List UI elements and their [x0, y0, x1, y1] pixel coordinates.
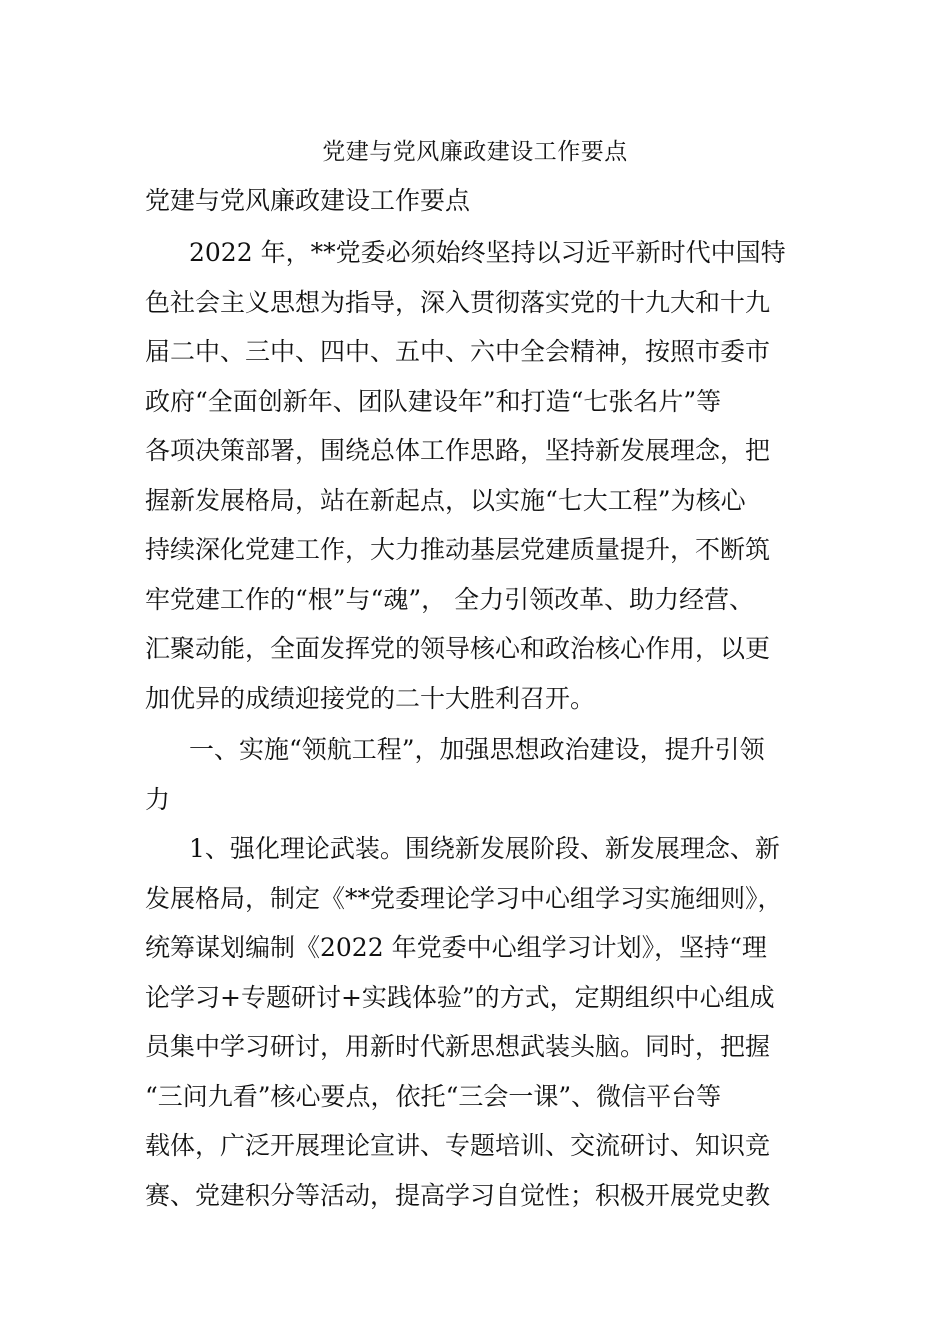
- paragraph-line: 届二中、三中、四中、五中、六中全会精神，按照市委市: [145, 337, 771, 366]
- paragraph-line: 论学习+专题研讨+实践体验”的方式，定期组织中心组成: [145, 982, 775, 1012]
- paragraph-line: 握新发展格局，站在新起点，以实施“七大工程”为核心: [145, 485, 746, 515]
- paragraph-intro: [145, 228, 820, 723]
- paragraph-line: 发展格局，制定《**党委理论学习中心组学习实施细则》，: [145, 883, 783, 913]
- section-heading-1: [145, 725, 820, 824]
- paragraph-line: 1、强化理论武装。围绕新发展阶段、新发展理念、新: [189, 834, 780, 863]
- paragraph-line: “三问九看”核心要点，依托“三会一课”、微信平台等: [145, 1081, 722, 1111]
- paragraph-line: 色社会主义思想为指导，深入贯彻落实党的十九大和十九: [145, 287, 771, 317]
- paragraph-line: 各项决策部署，围绕总体工作思路，坚持新发展理念，把: [145, 436, 771, 465]
- paragraph-line: 持续深化党建工作，大力推动基层党建质量提升，不断筑: [145, 535, 771, 564]
- paragraph-line: 汇聚动能，全面发挥党的领导核心和政治核心作用，以更: [145, 634, 771, 663]
- paragraph-line: 员集中学习研讨，用新时代新思想武装头脑。同时，把握: [145, 1032, 771, 1061]
- paragraph-line: 牢党建工作的“根”与“魂”， 全力引领改革、助力经营、: [145, 584, 755, 614]
- paragraph-line: 2022 年，**党委必须始终坚持以习近平新时代中国特: [189, 238, 786, 267]
- document-subtitle: 党建与党风廉政建设工作要点: [145, 186, 471, 215]
- paragraph-line: 政府“全面创新年、团队建设年”和打造“七张名片”等: [145, 386, 722, 416]
- paragraph-theory: [145, 824, 820, 1220]
- paragraph-line: 统筹谋划编制《2022 年党委中心组学习计划》，坚持“理: [145, 933, 767, 962]
- paragraph-line: 载体，广泛开展理论宣讲、专题培训、交流研讨、知识竞: [145, 1131, 771, 1160]
- paragraph-line: 加优异的成绩迎接党的二十大胜利召开。: [145, 683, 596, 713]
- document-title: 党建与党风廉政建设工作要点: [322, 139, 628, 165]
- paragraph-line: 赛、党建积分等活动，提高学习自觉性；积极开展党史教: [145, 1180, 771, 1210]
- heading-line: 一、实施“领航工程”，加强思想政治建设，提升引领: [189, 735, 765, 764]
- heading-line: 力: [145, 784, 171, 814]
